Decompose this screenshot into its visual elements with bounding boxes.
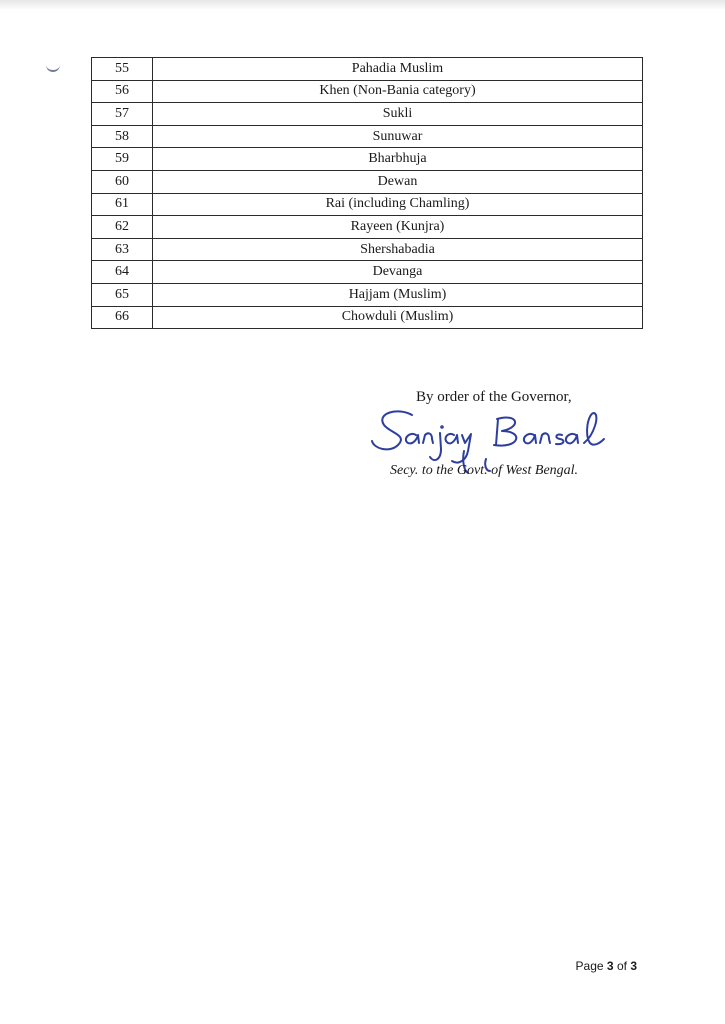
page-prefix: Page [575,959,604,973]
table-row [92,283,643,306]
table-row [92,238,643,261]
category-name-cell: Rai (including Chamling) [153,193,643,216]
serial-number-cell: 65 [92,283,153,306]
table-row [92,103,643,126]
table-row [92,261,643,284]
signature-block [360,385,640,495]
category-name-cell: Pahadia Muslim [153,58,643,81]
category-name-cell: Chowduli (Muslim) [153,306,643,329]
table-row [92,170,643,193]
table-row [92,125,643,148]
page-total: 3 [630,959,637,973]
category-name-cell: Sunuwar [153,125,643,148]
serial-number-cell: 59 [92,148,153,171]
serial-number-cell: 66 [92,306,153,329]
serial-number-cell: 56 [92,80,153,103]
page-current: 3 [606,959,614,973]
category-name-cell: Hajjam (Muslim) [153,283,643,306]
serial-number-cell: 58 [92,125,153,148]
scan-top-shadow [0,0,725,10]
designation-line: Secy. to the Govt. of West Bengal. [390,463,579,478]
category-name-cell: Devanga [153,261,643,284]
page-number [576,959,637,973]
punch-hole-mark [46,60,60,72]
table-row [92,306,643,329]
serial-number-cell: 61 [92,193,153,216]
category-table [91,57,643,329]
category-name-cell: Bharbhuja [153,148,643,171]
serial-number-cell: 64 [92,261,153,284]
category-table-body [92,58,643,329]
serial-number-cell: 62 [92,216,153,239]
serial-number-cell: 60 [92,170,153,193]
table-row [92,58,643,81]
category-name-cell: Sukli [153,103,643,126]
serial-number-cell: 57 [92,103,153,126]
category-name-cell: Shershabadia [153,238,643,261]
category-name-cell: Dewan [153,170,643,193]
category-name-cell: Khen (Non-Bania category) [153,80,643,103]
table-row [92,148,643,171]
category-name-cell: Rayeen (Kunjra) [153,216,643,239]
table-row [92,193,643,216]
serial-number-cell: 55 [92,58,153,81]
serial-number-cell: 63 [92,238,153,261]
table-row [92,80,643,103]
table-row [92,216,643,239]
page-of: of [616,959,627,973]
by-order-line: By order of the Governor, [416,389,572,405]
